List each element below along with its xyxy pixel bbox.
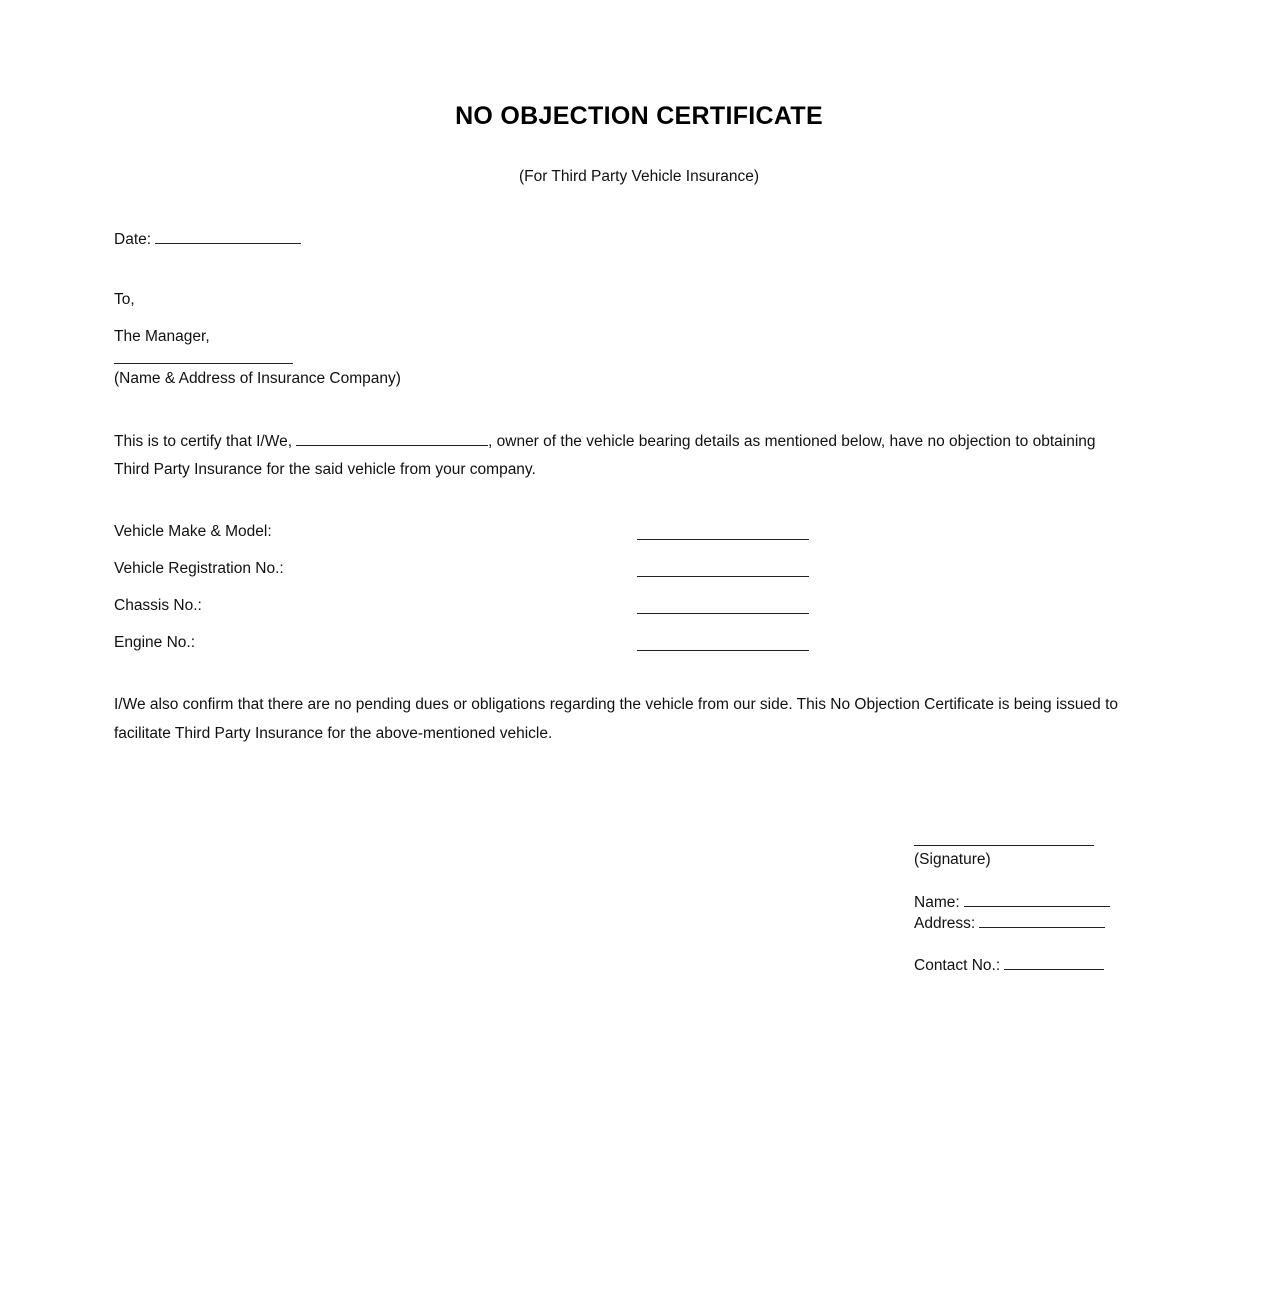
recipient-label: The Manager, [114, 328, 210, 345]
certify-line-1 [114, 431, 1096, 452]
vehicle-registration-label: Vehicle Registration No.: [114, 560, 284, 577]
document-title: NO OBJECTION CERTIFICATE [455, 102, 823, 130]
owner-name-blank [296, 431, 488, 446]
name-label: Name: [914, 894, 960, 911]
signature-blank [914, 845, 1094, 846]
contact-label: Contact No.: [914, 957, 1001, 974]
contact-blank [1004, 955, 1104, 970]
chassis-no-blank [637, 613, 809, 614]
vehicle-registration-blank [637, 576, 809, 577]
date-label: Date: [114, 231, 152, 248]
contact-line [914, 955, 1104, 976]
confirmation-paragraph: I/We also confirm that there are no pending dues or obligations regarding the vehicle from our side. This No Objection Certificate is being issued to facilitate Third Party Insurance for the above-mentioned vehicle. [114, 696, 1119, 742]
engine-no-label: Engine No.: [114, 634, 195, 651]
document-subtitle: (For Third Party Vehicle Insurance) [518, 168, 760, 185]
vehicle-make-model-blank [637, 539, 809, 540]
insurance-company-blank [114, 363, 293, 364]
chassis-no-label: Chassis No.: [114, 597, 202, 614]
engine-no-blank [637, 650, 809, 651]
address-blank [979, 913, 1105, 928]
name-blank [964, 892, 1110, 907]
address-line [914, 913, 1105, 934]
address-label: Address: [914, 915, 976, 932]
date-blank [155, 229, 301, 244]
certify-suffix: , owner of the vehicle bearing details as mentioned below, have no objection to obtaining [488, 433, 1096, 450]
signature-label: (Signature) [914, 851, 991, 868]
to-label: To, [114, 291, 135, 308]
vehicle-make-model-label: Vehicle Make & Model: [114, 523, 272, 540]
recipient-note: (Name & Address of Insurance Company) [114, 370, 401, 387]
date-line [114, 229, 301, 250]
certify-prefix: This is to certify that I/We, [114, 433, 293, 450]
name-line [914, 892, 1110, 913]
certify-line-2: Third Party Insurance for the said vehicle from your company. [114, 461, 536, 478]
